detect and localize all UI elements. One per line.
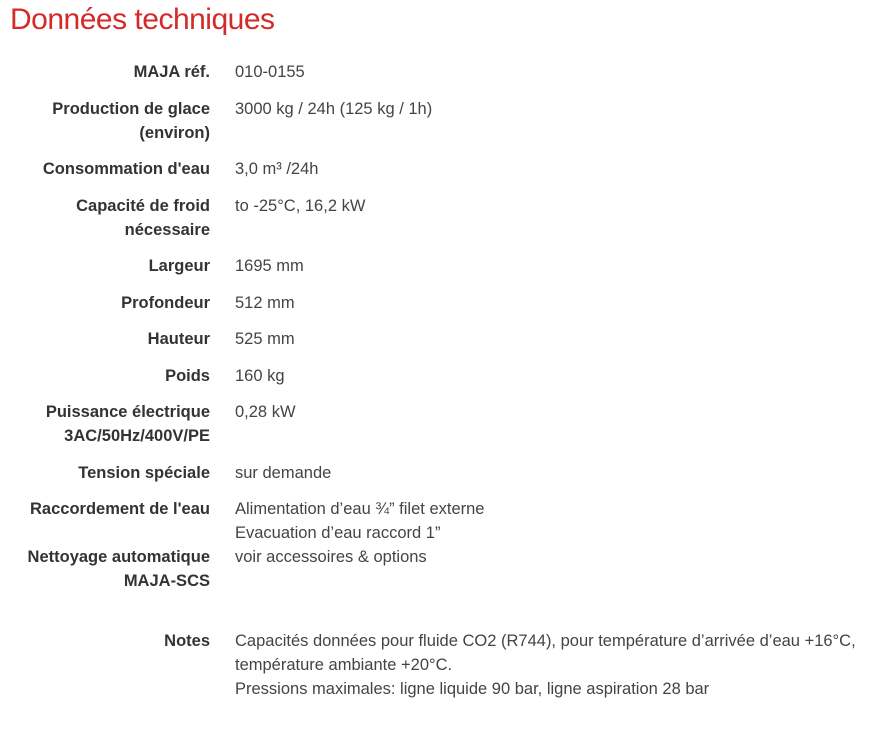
spec-label: Raccordement de l'eau (30, 500, 210, 518)
spec-row-tension (0, 461, 872, 497)
spec-label: Hauteur (147, 330, 210, 348)
spec-value (235, 497, 865, 545)
spec-value-line: Capacités données pour fluide CO2 (R744), pour température d’arrivée d’eau +16°C, température ambiante +20°C. (235, 632, 856, 674)
spec-row-poids (0, 364, 872, 400)
spec-value-line: 3000 kg / 24h (125 kg / 1h) (235, 100, 433, 118)
spec-value (235, 194, 865, 218)
spec-value (235, 60, 865, 84)
spec-label: Consommation d'eau (42, 160, 210, 178)
spec-value-line: Evacuation d’eau raccord 1” (235, 524, 441, 542)
spec-row-maja-ref (0, 60, 872, 97)
spec-row-notes (0, 629, 872, 701)
spec-value (235, 364, 865, 388)
spec-label: Nettoyage automatique MAJA-SCS (27, 548, 210, 590)
spec-value (235, 97, 865, 121)
spec-value (235, 400, 865, 424)
spec-row-capacite (0, 194, 872, 254)
spec-row-raccordement (0, 497, 872, 545)
spec-value-line: 1695 mm (235, 257, 304, 275)
spec-label: Puissance électrique 3AC/50Hz/400V/PE (45, 403, 210, 445)
spec-label: Poids (165, 367, 210, 385)
spec-value-line: 525 mm (235, 330, 295, 348)
spec-value-line: sur demande (235, 464, 332, 482)
spec-label: Tension spéciale (78, 464, 210, 482)
spec-row-largeur (0, 254, 872, 291)
spec-value-line: Pressions maximales: ligne liquide 90 bar, ligne aspiration 28 bar (235, 680, 710, 698)
spec-label: Largeur (148, 257, 210, 275)
spec-label: Profondeur (121, 294, 210, 312)
spec-row-nettoyage (0, 545, 872, 629)
page-title: Données techniques (10, 3, 275, 36)
spec-value-line: to -25°C, 16,2 kW (235, 197, 366, 215)
spec-row-consommation (0, 157, 872, 194)
spec-value (235, 291, 865, 315)
spec-value-line: 010-0155 (235, 63, 305, 81)
spec-value (235, 461, 865, 485)
spec-value (235, 157, 865, 181)
spec-row-profondeur (0, 291, 872, 327)
spec-table (0, 60, 872, 701)
spec-value (235, 254, 865, 278)
spec-row-production (0, 97, 872, 157)
spec-value (235, 545, 865, 569)
spec-row-puissance (0, 400, 872, 461)
spec-value-line: Alimentation d’eau ¾” filet externe (235, 500, 485, 518)
spec-label: MAJA réf. (133, 63, 210, 81)
spec-value-line: voir accessoires & options (235, 548, 427, 566)
spec-label: Capacité de froid nécessaire (76, 197, 210, 239)
spec-value (235, 629, 865, 701)
spec-row-hauteur (0, 327, 872, 364)
spec-value-line: 3,0 m³ /24h (235, 160, 319, 178)
spec-value-line: 512 mm (235, 294, 295, 312)
spec-value (235, 327, 865, 351)
spec-value-line: 0,28 kW (235, 403, 296, 421)
spec-label: Notes (164, 632, 210, 650)
spec-label: Production de glace (environ) (52, 100, 210, 142)
spec-value-line: 160 kg (235, 367, 285, 385)
